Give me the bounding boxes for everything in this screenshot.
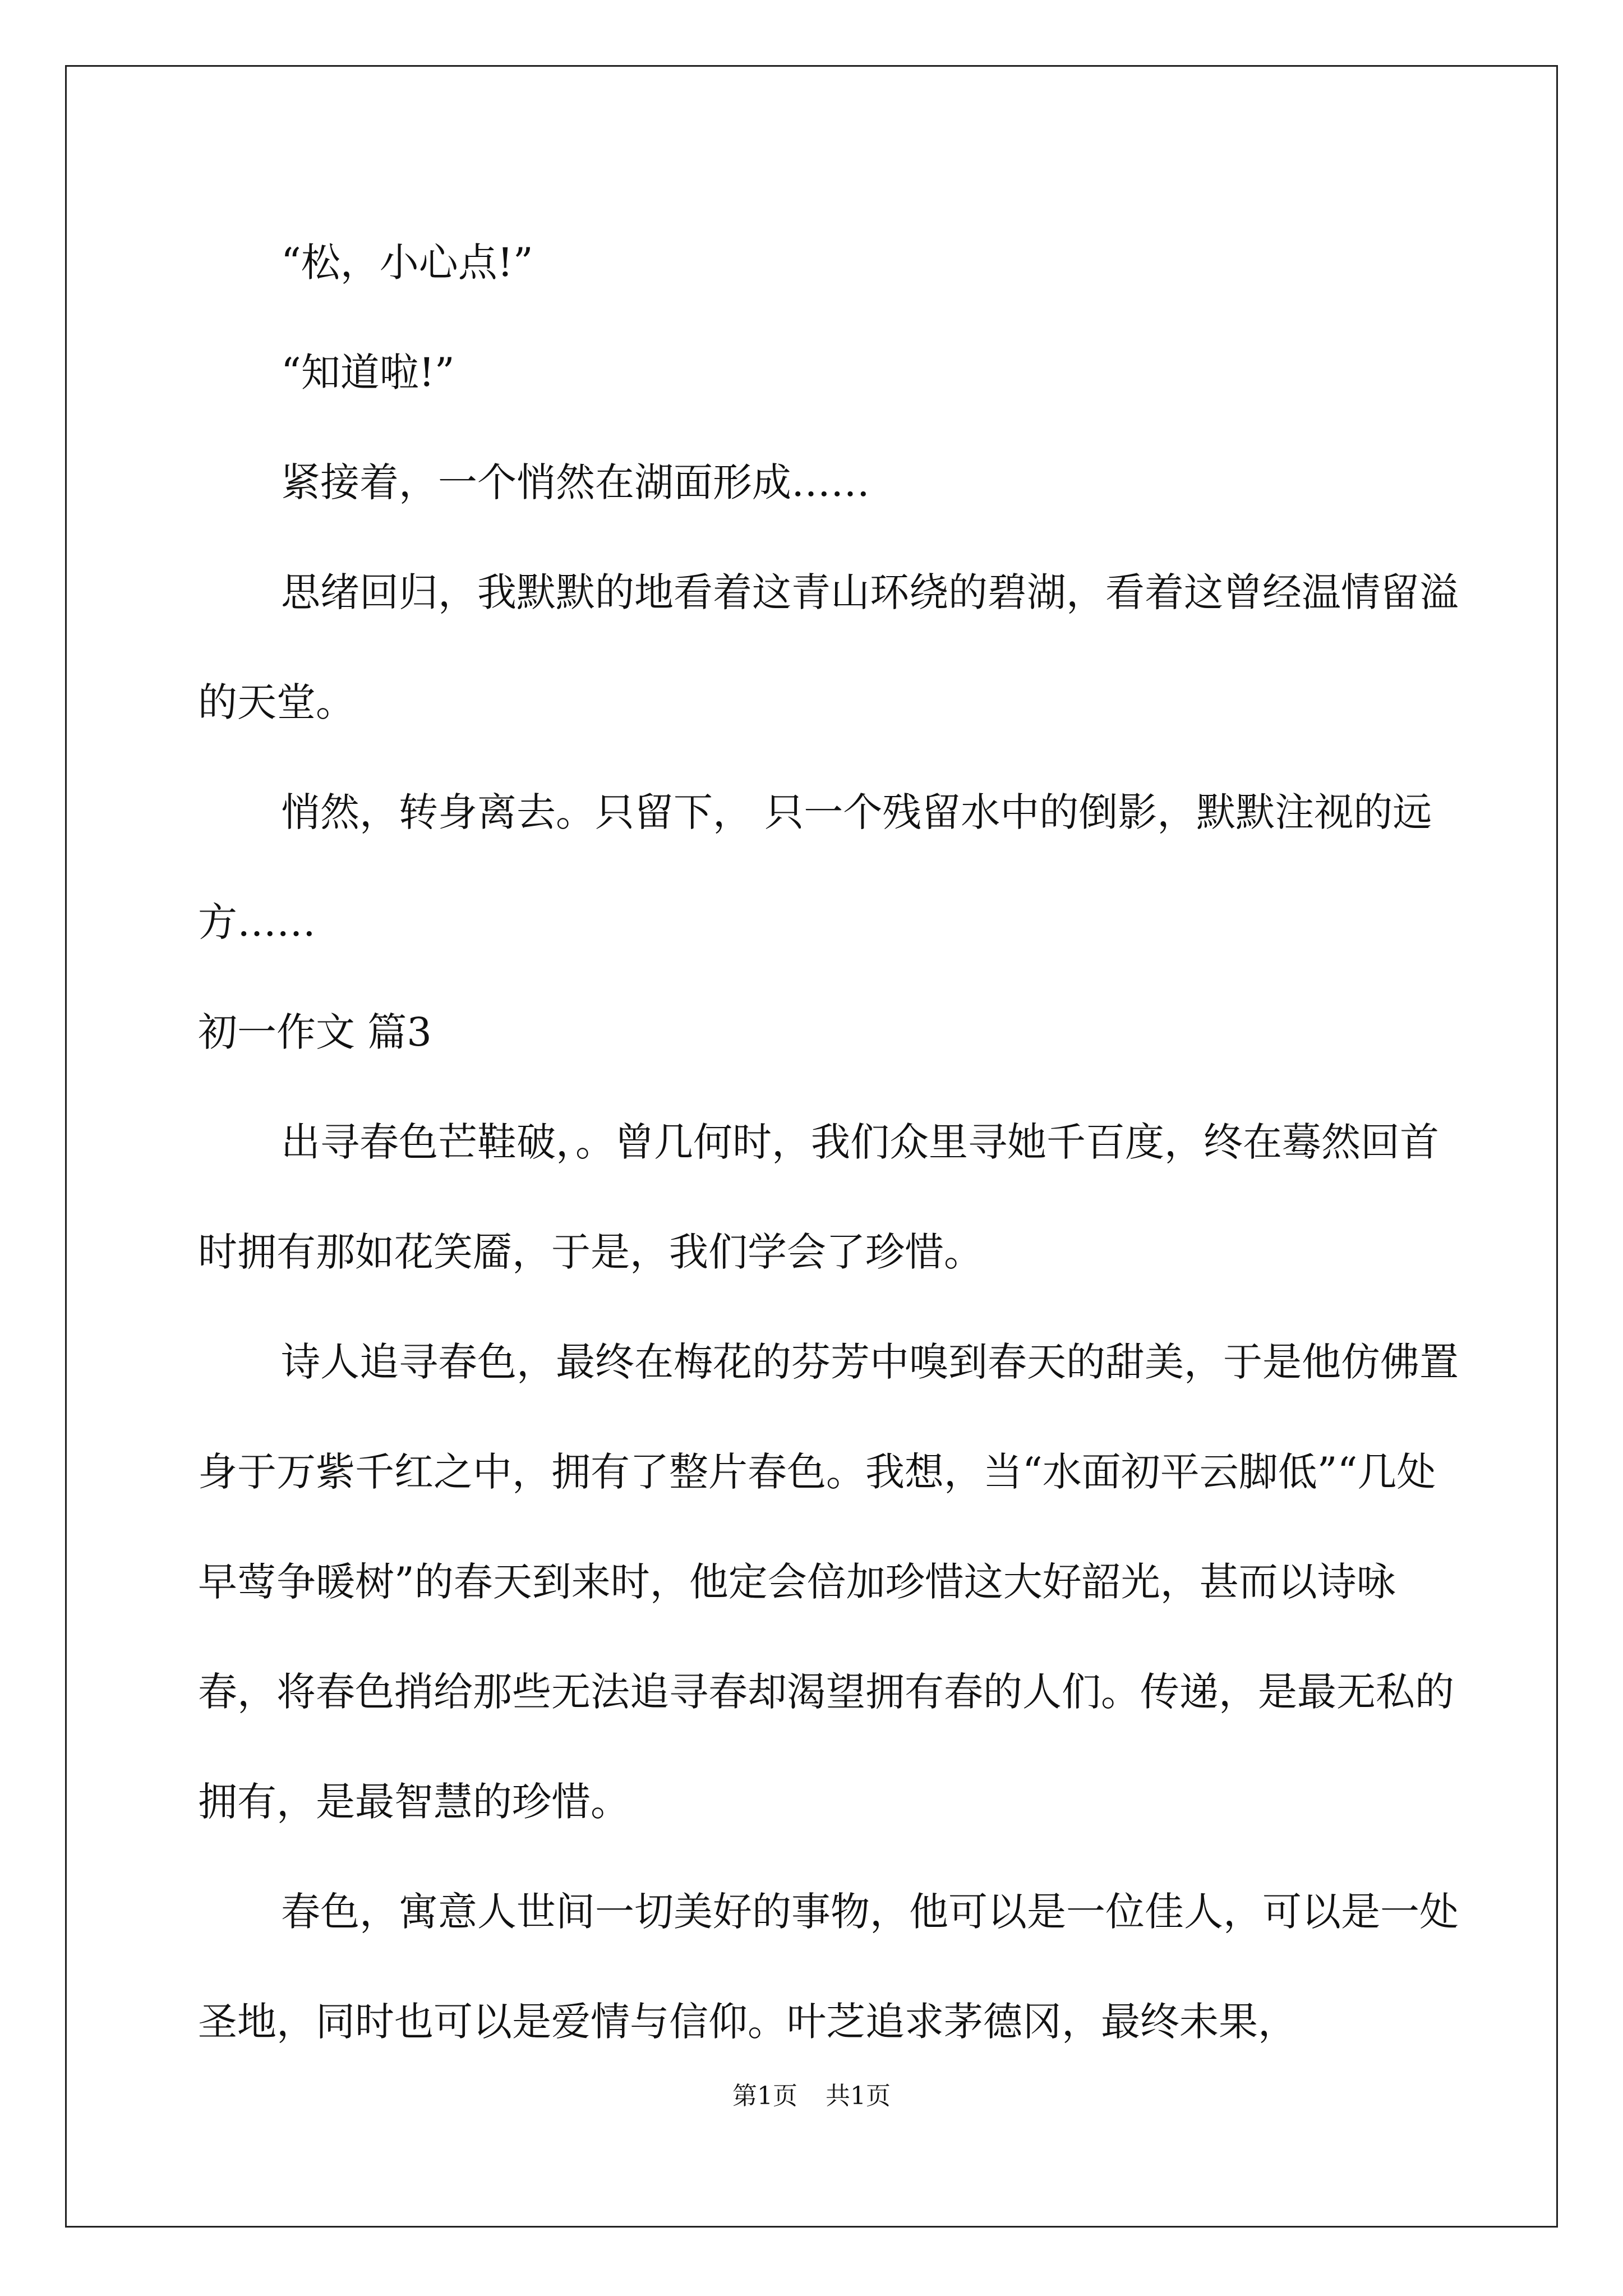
paragraph: 紧接着，一个悄然在湖面形成…… xyxy=(281,459,870,505)
page-footer xyxy=(0,2076,1623,2111)
paragraph: “知道啦!” xyxy=(281,349,455,395)
paragraph: 诗人追寻春色，最终在梅花的芬芳中嗅到春天的甜美，于是他仿佛置身于万紫千红之中，拥有了整片春色。我想，当“水面初平云脚低”“几处早莺争暖树”的春天到来时，他定会倍加珍惜这大好韶光，甚而以诗咏春，将春色捎给那些无法追寻春却渴望拥有春的人们。传递，是最无私的拥有，是最智慧的珍惜。 xyxy=(198,1339,1459,1825)
paragraph: 出寻春色芒鞋破，。曾几何时，我们众里寻她千百度，终在蓦然回首时拥有那如花笑靥，于是，我们学会了珍惜。 xyxy=(198,1119,1439,1275)
page-total: 共1页 xyxy=(826,2082,891,2110)
paragraph: 悄然，转身离去。只留下， 只一个残留水中的倒影，默默注视的远方…… xyxy=(198,789,1432,945)
paragraph: 思绪回归，我默默的地看着这青山环绕的碧湖，看着这曾经温情留溢的天堂。 xyxy=(198,569,1459,725)
page-number: 第1页 xyxy=(732,2082,797,2110)
paragraph: “松，小心点!” xyxy=(281,240,533,286)
section-heading: 初一作文 篇3 xyxy=(198,1009,432,1055)
paragraph: 春色，寓意人世间一切美好的事物，他可以是一位佳人，可以是一处圣地，同时也可以是爱情与信仰。叶芝追求茅德冈，最终未果， xyxy=(198,1889,1459,2045)
document-body xyxy=(198,208,1467,2077)
